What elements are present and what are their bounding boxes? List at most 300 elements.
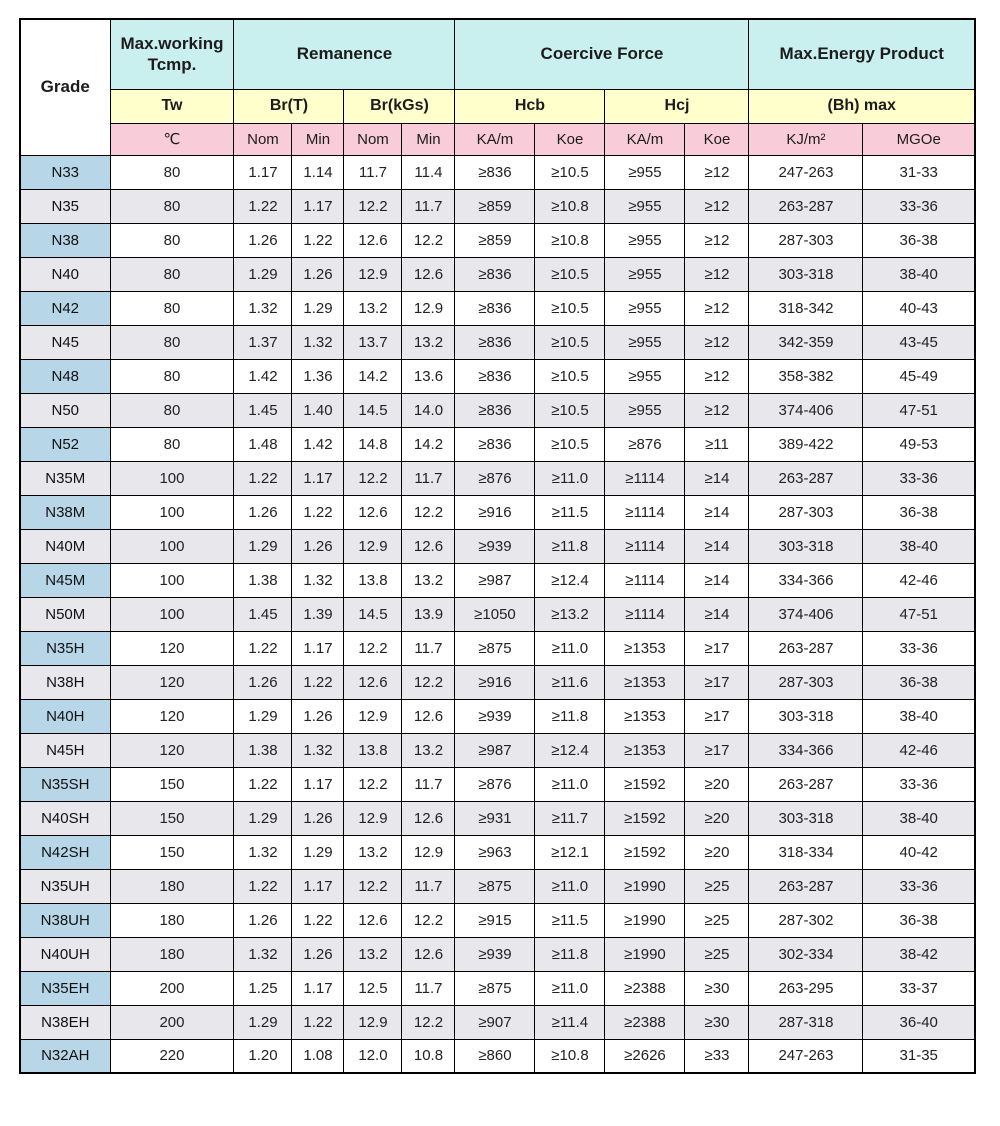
value-cell: ≥875 xyxy=(455,631,535,665)
table-row xyxy=(20,835,975,869)
value-cell: ≥2388 xyxy=(605,971,685,1005)
value-cell: 1.26 xyxy=(234,495,292,529)
value-cell: ≥10.5 xyxy=(535,359,605,393)
value-cell: 263-287 xyxy=(749,189,863,223)
value-cell: 1.32 xyxy=(292,563,344,597)
value-cell: 14.2 xyxy=(402,427,455,461)
grade-cell: N45 xyxy=(20,325,110,359)
value-cell: ≥955 xyxy=(605,257,685,291)
value-cell: 1.39 xyxy=(292,597,344,631)
value-cell: ≥33 xyxy=(685,1039,749,1073)
value-cell: 1.22 xyxy=(234,869,292,903)
remanence-group-header: Remanence xyxy=(234,19,455,89)
value-cell: 12.9 xyxy=(402,835,455,869)
value-cell: 33-36 xyxy=(863,461,975,495)
value-cell: 33-36 xyxy=(863,189,975,223)
value-cell: ≥836 xyxy=(455,325,535,359)
grade-cell: N50M xyxy=(20,597,110,631)
table-row xyxy=(20,699,975,733)
grade-cell: N45M xyxy=(20,563,110,597)
value-cell: ≥1353 xyxy=(605,665,685,699)
table-row xyxy=(20,563,975,597)
value-cell: ≥14 xyxy=(685,597,749,631)
value-cell: 33-36 xyxy=(863,631,975,665)
table-row xyxy=(20,1039,975,1073)
value-cell: 13.2 xyxy=(402,733,455,767)
value-cell: 303-318 xyxy=(749,699,863,733)
table-row xyxy=(20,937,975,971)
table-row xyxy=(20,597,975,631)
table-row xyxy=(20,461,975,495)
value-cell: 1.29 xyxy=(292,835,344,869)
value-cell: ≥17 xyxy=(685,665,749,699)
value-cell: 11.7 xyxy=(402,971,455,1005)
value-cell: 1.29 xyxy=(234,699,292,733)
value-cell: 1.40 xyxy=(292,393,344,427)
value-cell: 12.2 xyxy=(344,767,402,801)
value-cell: 12.6 xyxy=(344,903,402,937)
value-cell: ≥11.0 xyxy=(535,631,605,665)
value-cell: 12.2 xyxy=(402,495,455,529)
value-cell: 1.17 xyxy=(292,189,344,223)
value-cell: ≥931 xyxy=(455,801,535,835)
value-cell: ≥11.8 xyxy=(535,937,605,971)
table-row xyxy=(20,359,975,393)
table-row xyxy=(20,801,975,835)
value-cell: 1.26 xyxy=(234,665,292,699)
value-cell: 247-263 xyxy=(749,1039,863,1073)
value-cell: 1.29 xyxy=(234,257,292,291)
value-cell: 1.17 xyxy=(292,461,344,495)
maxtemp-group-header: Max.working Tcmp. xyxy=(110,19,234,89)
value-cell: 42-46 xyxy=(863,733,975,767)
value-cell: 120 xyxy=(110,699,234,733)
value-cell: 1.26 xyxy=(292,937,344,971)
value-cell: ≥25 xyxy=(685,869,749,903)
value-cell: ≥12.4 xyxy=(535,563,605,597)
table-row xyxy=(20,291,975,325)
value-cell: ≥11.4 xyxy=(535,1005,605,1039)
value-cell: ≥876 xyxy=(455,461,535,495)
value-cell: ≥1050 xyxy=(455,597,535,631)
value-cell: ≥836 xyxy=(455,291,535,325)
value-cell: 1.42 xyxy=(292,427,344,461)
br-kgs-header: Br(kGs) xyxy=(344,89,455,123)
value-cell: 1.32 xyxy=(292,733,344,767)
value-cell: ≥20 xyxy=(685,767,749,801)
value-cell: ≥11.6 xyxy=(535,665,605,699)
value-cell: 1.26 xyxy=(292,257,344,291)
value-cell: 13.8 xyxy=(344,733,402,767)
value-cell: ≥20 xyxy=(685,801,749,835)
value-cell: 13.6 xyxy=(402,359,455,393)
value-cell: 11.7 xyxy=(402,869,455,903)
value-cell: ≥1353 xyxy=(605,733,685,767)
value-cell: 1.17 xyxy=(234,155,292,189)
value-cell: 10.8 xyxy=(402,1039,455,1073)
grade-cell: N38UH xyxy=(20,903,110,937)
value-cell: ≥10.8 xyxy=(535,223,605,257)
value-cell: 389-422 xyxy=(749,427,863,461)
value-cell: 12.2 xyxy=(402,665,455,699)
value-cell: ≥30 xyxy=(685,1005,749,1039)
value-cell: 12.2 xyxy=(402,903,455,937)
hcb-header: Hcb xyxy=(455,89,605,123)
value-cell: 1.17 xyxy=(292,869,344,903)
kjm2-unit-header: KJ/m² xyxy=(749,123,863,155)
value-cell: ≥1592 xyxy=(605,835,685,869)
value-cell: 180 xyxy=(110,937,234,971)
grade-cell: N35SH xyxy=(20,767,110,801)
value-cell: 334-366 xyxy=(749,563,863,597)
value-cell: 1.08 xyxy=(292,1039,344,1073)
value-cell: 1.26 xyxy=(234,903,292,937)
value-cell: ≥939 xyxy=(455,699,535,733)
value-cell: ≥955 xyxy=(605,155,685,189)
value-cell: ≥10.5 xyxy=(535,427,605,461)
hcj-header: Hcj xyxy=(605,89,749,123)
value-cell: 1.36 xyxy=(292,359,344,393)
value-cell: 1.22 xyxy=(234,189,292,223)
value-cell: 1.26 xyxy=(292,801,344,835)
value-cell: 80 xyxy=(110,189,234,223)
value-cell: 263-295 xyxy=(749,971,863,1005)
value-cell: ≥11.8 xyxy=(535,529,605,563)
value-cell: ≥836 xyxy=(455,359,535,393)
value-cell: 33-36 xyxy=(863,869,975,903)
value-cell: 100 xyxy=(110,495,234,529)
value-cell: 33-36 xyxy=(863,767,975,801)
table-body xyxy=(20,155,975,1073)
value-cell: 12.6 xyxy=(402,699,455,733)
table-row xyxy=(20,325,975,359)
value-cell: 47-51 xyxy=(863,597,975,631)
value-cell: ≥1990 xyxy=(605,869,685,903)
value-cell: ≥17 xyxy=(685,733,749,767)
value-cell: ≥987 xyxy=(455,733,535,767)
value-cell: 247-263 xyxy=(749,155,863,189)
value-cell: 38-40 xyxy=(863,257,975,291)
grade-cell: N32AH xyxy=(20,1039,110,1073)
value-cell: ≥11.0 xyxy=(535,971,605,1005)
value-cell: 12.0 xyxy=(344,1039,402,1073)
value-cell: ≥10.5 xyxy=(535,155,605,189)
grade-cell: N35UH xyxy=(20,869,110,903)
table-row xyxy=(20,971,975,1005)
value-cell: 11.7 xyxy=(402,189,455,223)
value-cell: ≥1592 xyxy=(605,801,685,835)
value-cell: 120 xyxy=(110,665,234,699)
table-row xyxy=(20,427,975,461)
table-row xyxy=(20,393,975,427)
grade-cell: N35H xyxy=(20,631,110,665)
grade-cell: N40SH xyxy=(20,801,110,835)
value-cell: 1.26 xyxy=(234,223,292,257)
value-cell: 1.22 xyxy=(292,665,344,699)
value-cell: ≥955 xyxy=(605,359,685,393)
table-header xyxy=(20,19,975,155)
value-cell: 13.2 xyxy=(344,835,402,869)
value-cell: 40-43 xyxy=(863,291,975,325)
value-cell: 11.7 xyxy=(402,461,455,495)
min-unit-header: Min xyxy=(402,123,455,155)
value-cell: ≥875 xyxy=(455,971,535,1005)
value-cell: 12.6 xyxy=(402,529,455,563)
value-cell: 80 xyxy=(110,257,234,291)
value-cell: 1.37 xyxy=(234,325,292,359)
value-cell: 342-359 xyxy=(749,325,863,359)
value-cell: 11.7 xyxy=(344,155,402,189)
value-cell: 80 xyxy=(110,223,234,257)
value-cell: 12.9 xyxy=(344,1005,402,1039)
value-cell: 200 xyxy=(110,1005,234,1039)
value-cell: ≥836 xyxy=(455,257,535,291)
value-cell: ≥859 xyxy=(455,189,535,223)
table-row xyxy=(20,665,975,699)
value-cell: ≥14 xyxy=(685,461,749,495)
header-row-units xyxy=(20,123,975,155)
value-cell: ≥2388 xyxy=(605,1005,685,1039)
value-cell: 80 xyxy=(110,325,234,359)
value-cell: 150 xyxy=(110,767,234,801)
table-row xyxy=(20,903,975,937)
value-cell: 40-42 xyxy=(863,835,975,869)
value-cell: 12.6 xyxy=(402,801,455,835)
value-cell: ≥915 xyxy=(455,903,535,937)
value-cell: 12.2 xyxy=(344,631,402,665)
value-cell: ≥955 xyxy=(605,325,685,359)
value-cell: ≥12 xyxy=(685,359,749,393)
bh-max-header: (Bh) max xyxy=(749,89,975,123)
value-cell: 287-303 xyxy=(749,223,863,257)
energy-product-group-header: Max.Energy Product xyxy=(749,19,975,89)
value-cell: ≥14 xyxy=(685,563,749,597)
value-cell: ≥2626 xyxy=(605,1039,685,1073)
coercive-force-group-header: Coercive Force xyxy=(455,19,749,89)
value-cell: 303-318 xyxy=(749,257,863,291)
value-cell: ≥916 xyxy=(455,665,535,699)
grade-column-header: Grade xyxy=(20,19,110,155)
celsius-unit-header: ℃ xyxy=(110,123,234,155)
value-cell: 1.22 xyxy=(292,223,344,257)
value-cell: ≥11.0 xyxy=(535,869,605,903)
value-cell: ≥836 xyxy=(455,427,535,461)
value-cell: 1.22 xyxy=(292,903,344,937)
value-cell: 12.2 xyxy=(344,461,402,495)
value-cell: ≥14 xyxy=(685,495,749,529)
value-cell: ≥11.5 xyxy=(535,495,605,529)
grade-cell: N35 xyxy=(20,189,110,223)
value-cell: 1.22 xyxy=(234,631,292,665)
value-cell: 1.17 xyxy=(292,631,344,665)
value-cell: 374-406 xyxy=(749,597,863,631)
value-cell: 36-38 xyxy=(863,495,975,529)
value-cell: 12.2 xyxy=(344,189,402,223)
value-cell: ≥12.4 xyxy=(535,733,605,767)
grade-cell: N40UH xyxy=(20,937,110,971)
value-cell: 1.26 xyxy=(292,529,344,563)
value-cell: ≥12 xyxy=(685,325,749,359)
value-cell: ≥10.5 xyxy=(535,325,605,359)
value-cell: ≥1353 xyxy=(605,631,685,665)
value-cell: 100 xyxy=(110,461,234,495)
grade-cell: N33 xyxy=(20,155,110,189)
value-cell: ≥916 xyxy=(455,495,535,529)
value-cell: ≥11.0 xyxy=(535,767,605,801)
magnet-grades-table xyxy=(19,18,976,1074)
value-cell: 13.7 xyxy=(344,325,402,359)
koe-unit-header: Koe xyxy=(685,123,749,155)
value-cell: ≥25 xyxy=(685,937,749,971)
value-cell: 80 xyxy=(110,291,234,325)
table-row xyxy=(20,223,975,257)
value-cell: 12.9 xyxy=(344,699,402,733)
value-cell: 334-366 xyxy=(749,733,863,767)
value-cell: ≥836 xyxy=(455,393,535,427)
value-cell: 12.6 xyxy=(344,223,402,257)
grade-cell: N35M xyxy=(20,461,110,495)
value-cell: ≥859 xyxy=(455,223,535,257)
value-cell: ≥30 xyxy=(685,971,749,1005)
value-cell: 12.9 xyxy=(344,529,402,563)
value-cell: 33-37 xyxy=(863,971,975,1005)
value-cell: 200 xyxy=(110,971,234,1005)
value-cell: ≥12 xyxy=(685,189,749,223)
value-cell: ≥955 xyxy=(605,189,685,223)
value-cell: ≥11.7 xyxy=(535,801,605,835)
value-cell: 1.22 xyxy=(234,767,292,801)
mgoe-unit-header: MGOe xyxy=(863,123,975,155)
value-cell: ≥11.5 xyxy=(535,903,605,937)
value-cell: 14.2 xyxy=(344,359,402,393)
value-cell: 1.14 xyxy=(292,155,344,189)
value-cell: ≥987 xyxy=(455,563,535,597)
value-cell: 13.8 xyxy=(344,563,402,597)
value-cell: ≥955 xyxy=(605,223,685,257)
value-cell: ≥20 xyxy=(685,835,749,869)
header-row-sub xyxy=(20,89,975,123)
value-cell: ≥1114 xyxy=(605,563,685,597)
value-cell: 80 xyxy=(110,427,234,461)
grade-cell: N42SH xyxy=(20,835,110,869)
value-cell: ≥955 xyxy=(605,393,685,427)
value-cell: ≥10.5 xyxy=(535,393,605,427)
value-cell: ≥12 xyxy=(685,155,749,189)
value-cell: ≥12 xyxy=(685,257,749,291)
value-cell: 303-318 xyxy=(749,529,863,563)
value-cell: 1.42 xyxy=(234,359,292,393)
value-cell: ≥939 xyxy=(455,529,535,563)
value-cell: 220 xyxy=(110,1039,234,1073)
value-cell: 12.2 xyxy=(402,223,455,257)
value-cell: ≥1114 xyxy=(605,597,685,631)
value-cell: 1.48 xyxy=(234,427,292,461)
value-cell: ≥1353 xyxy=(605,699,685,733)
value-cell: 45-49 xyxy=(863,359,975,393)
value-cell: 287-318 xyxy=(749,1005,863,1039)
value-cell: 263-287 xyxy=(749,461,863,495)
value-cell: 1.32 xyxy=(234,937,292,971)
grade-cell: N38EH xyxy=(20,1005,110,1039)
value-cell: ≥10.8 xyxy=(535,189,605,223)
value-cell: 14.8 xyxy=(344,427,402,461)
value-cell: 263-287 xyxy=(749,767,863,801)
nom-unit-header: Nom xyxy=(234,123,292,155)
value-cell: 120 xyxy=(110,733,234,767)
value-cell: ≥12 xyxy=(685,291,749,325)
value-cell: 263-287 xyxy=(749,631,863,665)
value-cell: 13.2 xyxy=(344,937,402,971)
value-cell: 80 xyxy=(110,155,234,189)
value-cell: 49-53 xyxy=(863,427,975,461)
kam-unit-header: KA/m xyxy=(605,123,685,155)
value-cell: ≥11 xyxy=(685,427,749,461)
value-cell: ≥955 xyxy=(605,291,685,325)
value-cell: ≥939 xyxy=(455,937,535,971)
grade-cell: N50 xyxy=(20,393,110,427)
value-cell: 13.2 xyxy=(402,563,455,597)
value-cell: 12.6 xyxy=(402,937,455,971)
table-row xyxy=(20,631,975,665)
value-cell: ≥10.5 xyxy=(535,291,605,325)
table-row xyxy=(20,1005,975,1039)
value-cell: 120 xyxy=(110,631,234,665)
table-row xyxy=(20,257,975,291)
table-row xyxy=(20,189,975,223)
value-cell: ≥12.1 xyxy=(535,835,605,869)
koe-unit-header: Koe xyxy=(535,123,605,155)
grade-cell: N38M xyxy=(20,495,110,529)
value-cell: ≥11.8 xyxy=(535,699,605,733)
value-cell: 1.20 xyxy=(234,1039,292,1073)
value-cell: 31-35 xyxy=(863,1039,975,1073)
br-t-header: Br(T) xyxy=(234,89,344,123)
value-cell: 100 xyxy=(110,597,234,631)
value-cell: 13.9 xyxy=(402,597,455,631)
value-cell: 36-38 xyxy=(863,223,975,257)
table-row xyxy=(20,733,975,767)
value-cell: 302-334 xyxy=(749,937,863,971)
value-cell: ≥876 xyxy=(605,427,685,461)
value-cell: 1.29 xyxy=(234,1005,292,1039)
value-cell: 12.9 xyxy=(402,291,455,325)
value-cell: ≥12 xyxy=(685,223,749,257)
value-cell: 100 xyxy=(110,529,234,563)
value-cell: 31-33 xyxy=(863,155,975,189)
value-cell: 11.7 xyxy=(402,767,455,801)
value-cell: 38-42 xyxy=(863,937,975,971)
value-cell: ≥1592 xyxy=(605,767,685,801)
value-cell: 180 xyxy=(110,869,234,903)
grade-cell: N38 xyxy=(20,223,110,257)
value-cell: 13.2 xyxy=(344,291,402,325)
tw-header: Tw xyxy=(110,89,234,123)
grade-cell: N38H xyxy=(20,665,110,699)
value-cell: 36-40 xyxy=(863,1005,975,1039)
value-cell: 1.32 xyxy=(234,835,292,869)
value-cell: 358-382 xyxy=(749,359,863,393)
value-cell: 36-38 xyxy=(863,665,975,699)
value-cell: 38-40 xyxy=(863,699,975,733)
value-cell: 12.6 xyxy=(344,665,402,699)
value-cell: ≥25 xyxy=(685,903,749,937)
value-cell: 1.22 xyxy=(234,461,292,495)
value-cell: 374-406 xyxy=(749,393,863,427)
grade-cell: N40 xyxy=(20,257,110,291)
grade-cell: N35EH xyxy=(20,971,110,1005)
header-row-groups xyxy=(20,19,975,89)
value-cell: 263-287 xyxy=(749,869,863,903)
